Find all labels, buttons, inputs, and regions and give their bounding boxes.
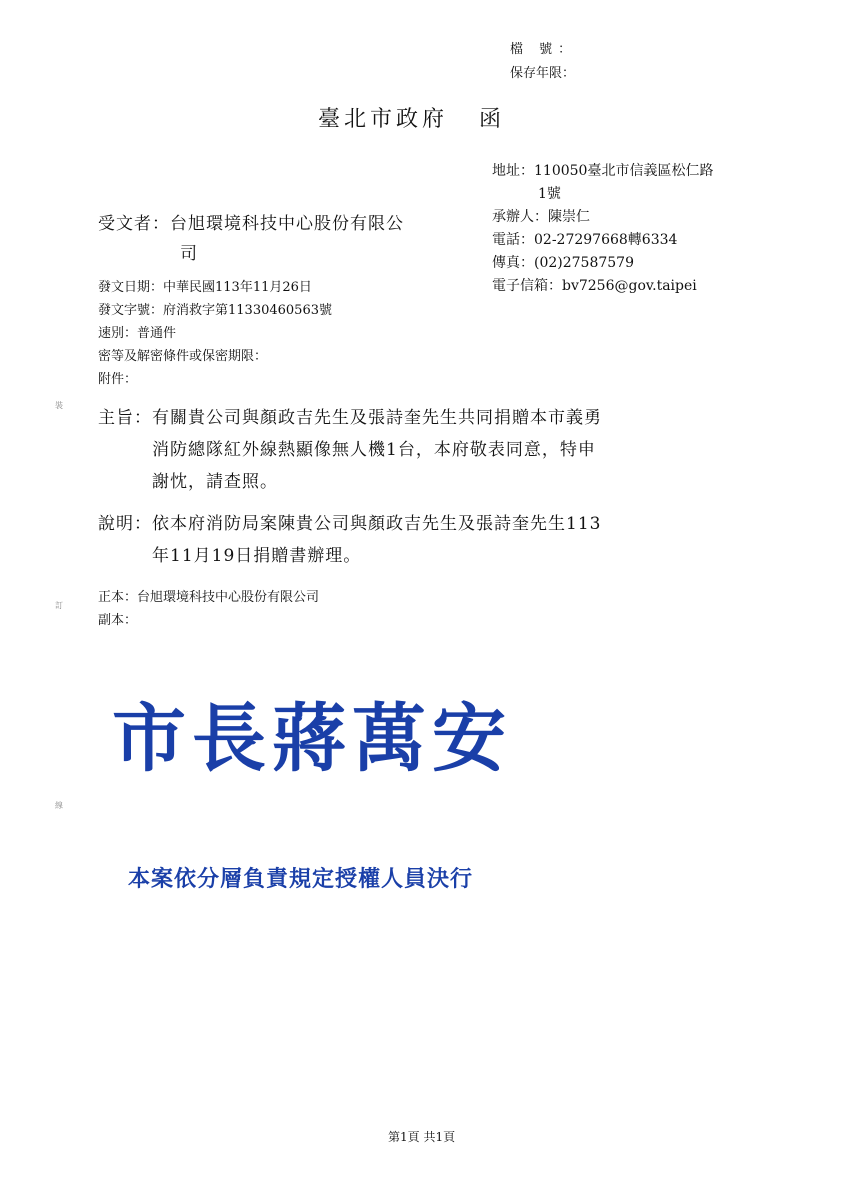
copy-recipient-label: 副本： bbox=[98, 613, 138, 628]
subject-label: 主旨： bbox=[98, 408, 152, 428]
margin-mark-bind: 裝 bbox=[55, 401, 63, 410]
file-number-label: 檔 號： bbox=[510, 42, 578, 57]
contact-fax bbox=[492, 252, 634, 272]
phone-label: 電話： bbox=[492, 232, 534, 248]
contact-handler bbox=[492, 206, 590, 226]
mayor-signature-stamp: 市長蔣萬安 bbox=[112, 696, 512, 782]
explanation-label: 說明： bbox=[98, 514, 152, 534]
issue-date-value: 中華民國113年11月26日 bbox=[163, 280, 312, 295]
margin-mark-staple: 訂 bbox=[55, 601, 63, 610]
authorization-stamp: 本案依分層負責規定授權人員決行 bbox=[128, 867, 474, 892]
document-title: 臺北市政府 函 bbox=[318, 107, 505, 132]
phone-number: 02-27297668轉6334 bbox=[534, 232, 678, 248]
handler-label: 承辦人： bbox=[492, 209, 548, 225]
document-number-value: 府消救字第11330460563號 bbox=[163, 303, 332, 318]
original-recipient bbox=[98, 586, 319, 605]
address-label: 地址： bbox=[492, 163, 534, 179]
recipient-line2: 司 bbox=[180, 244, 198, 264]
contact-email bbox=[492, 275, 697, 295]
contact-address bbox=[492, 160, 713, 180]
email-label: 電子信箱： bbox=[492, 278, 562, 294]
document-number-label: 發文字號： bbox=[98, 303, 164, 318]
subject-section bbox=[98, 402, 602, 498]
speed-value: 普通件 bbox=[137, 326, 177, 341]
explanation-body bbox=[152, 508, 601, 572]
speed-class bbox=[98, 322, 176, 341]
email-address: bv7256@gov.taipei bbox=[562, 278, 697, 294]
document-number bbox=[98, 299, 332, 318]
subject-line1: 有關貴公司與顏政吉先生及張詩奎先生共同捐贈本市義勇 bbox=[152, 408, 602, 428]
original-value: 台旭環境科技中心股份有限公司 bbox=[137, 590, 320, 605]
contact-phone bbox=[492, 229, 677, 249]
attachment-label: 附件： bbox=[98, 372, 138, 387]
subject-body bbox=[152, 402, 602, 498]
issue-date-label: 發文日期： bbox=[98, 280, 164, 295]
margin-mark-line: 線 bbox=[55, 801, 63, 810]
original-label: 正本： bbox=[98, 590, 138, 605]
recipient bbox=[98, 210, 404, 238]
subject-line3: 謝忱，請查照。 bbox=[152, 472, 278, 492]
retention-period-label: 保存年限： bbox=[510, 66, 576, 81]
explanation-section bbox=[98, 508, 601, 572]
recipient-line1: 台旭環境科技中心股份有限公 bbox=[170, 214, 404, 234]
issue-date bbox=[98, 276, 312, 295]
page-number: 第1頁 共1頁 bbox=[388, 1130, 456, 1144]
address-line2: 1號 bbox=[538, 186, 561, 202]
fax-number: (02)27587579 bbox=[534, 255, 634, 271]
speed-label: 速別： bbox=[98, 326, 138, 341]
explanation-line1: 依本府消防局案陳貴公司與顏政吉先生及張詩奎先生113 bbox=[152, 514, 602, 534]
recipient-label: 受文者： bbox=[98, 214, 170, 234]
explanation-line2: 年11月19日捐贈書辦理。 bbox=[152, 546, 362, 566]
address-line1: 110050臺北市信義區松仁路 bbox=[534, 163, 714, 179]
subject-line2: 消防總隊紅外線熱顯像無人機1台，本府敬表同意，特申 bbox=[152, 440, 596, 460]
fax-label: 傳真： bbox=[492, 255, 534, 271]
handler-name: 陳崇仁 bbox=[548, 209, 590, 225]
secrecy-conditions: 密等及解密條件或保密期限： bbox=[98, 349, 268, 364]
